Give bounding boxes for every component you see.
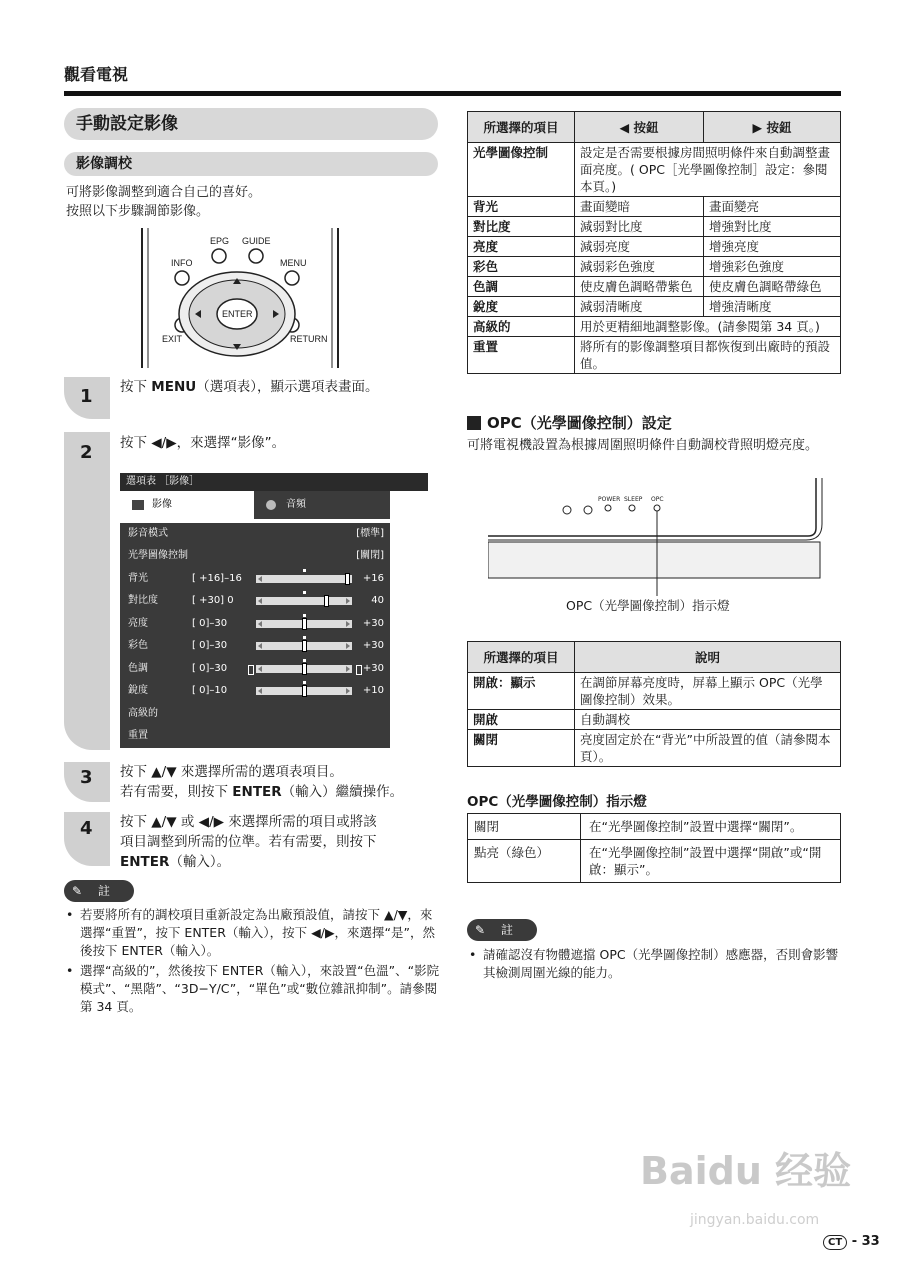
step-3-key: ENTER [232, 784, 282, 800]
step-number: 3 [80, 767, 93, 788]
row-value: 40 [371, 595, 384, 606]
left-arrow-icon [258, 688, 262, 694]
slider-knob[interactable] [324, 595, 329, 607]
slider-track[interactable] [256, 642, 352, 650]
step-4-text [120, 812, 377, 872]
step-3-line: 按下 ▲/▼ 來選擇所需的選項表項目。 [120, 764, 343, 780]
cell-item: 對比度 [468, 217, 575, 237]
right-arrow-icon [346, 688, 350, 694]
row-label: 高級的 [128, 708, 158, 719]
footer-dash: - [851, 1234, 862, 1249]
center-mark [303, 659, 306, 662]
cell-desc: 用於更精細地調整影像。(請參閱第 34 頁。) [575, 317, 841, 337]
center-mark [303, 636, 306, 639]
pencil-icon: ✎ [72, 884, 83, 898]
row-value: [關閉] [356, 550, 384, 561]
menu-row[interactable] [128, 568, 386, 590]
watermark-url: jingyan.baidu.com [690, 1212, 820, 1228]
left-arrow-icon [258, 666, 262, 672]
row-range: [ 0]–30 [192, 663, 228, 674]
slider-knob[interactable] [302, 640, 307, 652]
note-tag-right [467, 919, 537, 941]
center-mark [303, 591, 306, 594]
menu-row[interactable] [128, 635, 386, 657]
row-label: 銳度 [128, 685, 148, 696]
cell-right: 增強彩色強度 [704, 257, 841, 277]
menu-row[interactable] [128, 725, 386, 747]
left-arrow-icon [258, 576, 262, 582]
slider-knob[interactable] [302, 685, 307, 697]
menu-row[interactable] [128, 523, 386, 545]
cell-desc: 在“光學圖像控制”設置中選擇“關閉”。 [581, 814, 841, 840]
page-footer [823, 1234, 880, 1250]
table-row [468, 840, 841, 883]
return-label: RETURN [290, 334, 328, 344]
page-title: 手動設定影像 [64, 108, 438, 140]
left-arrow-icon [258, 598, 262, 604]
slider-knob[interactable] [345, 573, 350, 585]
step-4-post: （輸入）。 [169, 854, 231, 870]
step-1-pre: 按下 [120, 379, 152, 395]
opc-label: OPC [651, 496, 664, 503]
slider-track[interactable] [256, 620, 352, 628]
row-value: +30 [362, 640, 384, 651]
epg-label: EPG [210, 236, 230, 246]
step-3-pre: 若有需要，則按下 [120, 784, 233, 800]
row-range: [ +16]–16 [192, 573, 242, 584]
cell-desc: 亮度固定於在“背光”中所設置的值（請參閱本頁）。 [575, 730, 841, 767]
pencil-icon: ✎ [475, 923, 486, 937]
indicator-table [467, 813, 841, 883]
table-row [468, 317, 841, 337]
cell-item: 背光 [468, 197, 575, 217]
note-bullet: • 請確認沒有物體遮擋 OPC（光學圖像控制）感應器，否則會影響其檢測周圍光線的能力。 [467, 946, 843, 982]
slider-track[interactable] [256, 575, 352, 583]
table-row [468, 143, 841, 197]
slider-track[interactable] [256, 665, 352, 673]
right-arrow-icon [346, 598, 350, 604]
note-bullet: • 選擇“高級的”，然後按下 ENTER（輸入），來設置“色溫”、“影院模式”、“黑階”、“3D−Y/C”，“單色”或“數位雜訊抑制”。請參閱第 34 頁。 [64, 962, 440, 1016]
cell-item: 關閉 [468, 730, 575, 767]
color-right-marker [356, 665, 362, 675]
notes-right [467, 946, 843, 984]
table-row [468, 237, 841, 257]
row-value: [標準] [356, 528, 384, 539]
indicator-title: OPC（光學圖像控制）指示燈 [467, 794, 647, 810]
note-label: 註 [501, 923, 514, 937]
table-row [468, 814, 841, 840]
button-function-table [467, 111, 841, 374]
col-header: 說明 [575, 642, 841, 673]
note-label: 註 [98, 884, 111, 898]
row-label: 亮度 [128, 618, 148, 629]
cell-desc: 自動調校 [575, 710, 841, 730]
menu-body [120, 523, 390, 748]
cell-right: 增強清晰度 [704, 297, 841, 317]
slider-knob[interactable] [302, 618, 307, 630]
exit-label: EXIT [162, 334, 183, 344]
step-number: 4 [80, 818, 93, 839]
row-range: [ 0]–10 [192, 685, 228, 696]
opc-indicator-caption: OPC（光學圖像控制）指示燈 [566, 598, 730, 613]
speaker-icon [266, 500, 276, 510]
table-row [468, 197, 841, 217]
table-row [468, 297, 841, 317]
table-row [468, 257, 841, 277]
cell-right: 畫面變亮 [704, 197, 841, 217]
right-arrow-icon [346, 621, 350, 627]
row-range: [ +30] 0 [192, 595, 234, 606]
left-arrow-icon [258, 621, 262, 627]
cell-left: 減弱亮度 [575, 237, 704, 257]
note-tag-left [64, 880, 134, 902]
step-3-badge [64, 762, 110, 802]
square-icon [467, 416, 481, 430]
row-range: [ 0]–30 [192, 618, 228, 629]
cell-desc: 在調節屏幕亮度時，屏幕上顯示 OPC（光學圖像控制）效果。 [575, 673, 841, 710]
tab-picture[interactable] [120, 491, 254, 519]
cell-item: 色調 [468, 277, 575, 297]
remote-illustration [140, 228, 340, 368]
step-2-badge [64, 432, 110, 750]
section-title: 觀看電視 [64, 65, 129, 84]
info-label: INFO [171, 258, 193, 268]
cell-item: 重置 [468, 337, 575, 374]
table-row [468, 337, 841, 374]
step-number: 1 [80, 386, 93, 407]
opc-description: 可將電視機設置為根據周圍照明條件自動調校背照明燈亮度。 [467, 438, 819, 453]
col-header: ▶ 按鈕 [704, 112, 841, 143]
opc-setting-table [467, 641, 841, 767]
col-header: 所選擇的項目 [468, 642, 575, 673]
table-row [468, 730, 841, 767]
cell-right: 增強亮度 [704, 237, 841, 257]
guide-label: GUIDE [242, 236, 271, 246]
row-label: 背光 [128, 573, 148, 584]
cell-left: 畫面變暗 [575, 197, 704, 217]
step-1-post: （選項表），顯示選項表畫面。 [196, 379, 379, 395]
step-3-text [120, 762, 403, 802]
left-arrow-icon [258, 643, 262, 649]
step-1-badge [64, 377, 110, 419]
cell-item: 開啟 [468, 710, 575, 730]
slider-knob[interactable] [302, 663, 307, 675]
sleep-label: SLEEP [624, 496, 643, 503]
cell-item: 彩色 [468, 257, 575, 277]
cell-left: 減弱對比度 [575, 217, 704, 237]
menu-row[interactable] [128, 703, 386, 725]
power-label: POWER [598, 496, 621, 503]
cell-desc: 將所有的影像調整項目都恢復到出廠時的預設值。 [575, 337, 841, 374]
step-3-line2 [120, 782, 403, 802]
step-4-line: 按下 ▲/▼ 或 ◀/▶ 來選擇所需的項目或將該 [120, 814, 377, 830]
menu-row[interactable] [128, 658, 386, 680]
osd-menu [120, 473, 428, 748]
sub-title: 影像調校 [64, 152, 438, 176]
remote-graphic [140, 228, 340, 368]
center-mark [303, 681, 306, 684]
step-2-text: 按下 ◀/▶，來選擇“影像”。 [120, 435, 286, 451]
col-header: ◀ 按鈕 [575, 112, 704, 143]
row-value: +16 [362, 573, 384, 584]
cell-item: 開啟：顯示 [468, 673, 575, 710]
row-range: [ 0]–30 [192, 640, 228, 651]
step-1-text [120, 377, 378, 397]
menu-tabs [120, 491, 390, 519]
intro-text [66, 183, 261, 221]
right-arrow-icon [346, 643, 350, 649]
menu-row[interactable] [128, 590, 386, 612]
cell-left: 減弱彩色強度 [575, 257, 704, 277]
cell-right: 增強對比度 [704, 217, 841, 237]
cell-item: 高級的 [468, 317, 575, 337]
opc-heading [467, 412, 672, 433]
cell-item: 亮度 [468, 237, 575, 257]
row-label: 對比度 [128, 595, 158, 606]
tab-audio[interactable] [254, 491, 390, 519]
cell-item: 銳度 [468, 297, 575, 317]
center-mark [303, 614, 306, 617]
row-label: 光學圖像控制 [128, 550, 188, 561]
tab-picture-label: 影像 [152, 499, 172, 510]
page-number: 33 [861, 1234, 880, 1249]
step-number: 2 [80, 442, 93, 463]
step-4-line: 項目調整到所需的位準。若有需要，則按下 [120, 834, 377, 850]
tab-audio-label: 音頻 [286, 499, 306, 510]
cell-item: 光學圖像控制 [468, 143, 575, 197]
row-value: +30 [362, 618, 384, 629]
intro-line: 按照以下步驟調節影像。 [66, 204, 210, 219]
center-mark [303, 569, 306, 572]
menu-title: 選項表 ［影像］ [120, 473, 428, 491]
row-label: 色調 [128, 663, 148, 674]
row-label: 影音模式 [128, 528, 168, 539]
slider-track[interactable] [256, 687, 352, 695]
opc-heading-text: OPC（光學圖像控制）設定 [487, 414, 672, 432]
table-row [468, 217, 841, 237]
menu-label: MENU [280, 258, 307, 268]
menu-row[interactable] [128, 613, 386, 635]
menu-row[interactable] [128, 680, 386, 702]
enter-label: ENTER [222, 309, 253, 319]
header-rule [64, 91, 841, 96]
color-left-marker [248, 665, 254, 675]
cell-state: 點亮（綠色） [468, 840, 581, 883]
cell-desc: 在“光學圖像控制”設置中選擇“開啟”或“開啟：顯示”。 [581, 840, 841, 883]
cell-state: 關閉 [468, 814, 581, 840]
row-value: +30 [362, 663, 384, 674]
picture-icon [132, 500, 144, 510]
right-arrow-icon [346, 666, 350, 672]
step-3-post: （輸入）繼續操作。 [281, 784, 404, 800]
note-bullet: • 若要將所有的調校項目重新設定為出廠預設值，請按下 ▲/▼，來選擇“重置”，按下 ENTER（輸入），按下 ◀/▶，來選擇“是”，然後按下 ENTER（輸入）。 [64, 906, 440, 960]
step-4-badge [64, 812, 110, 866]
menu-row[interactable] [128, 545, 386, 567]
notes-left [64, 906, 440, 1018]
row-value: +10 [362, 685, 384, 696]
step-4-line3 [120, 852, 377, 872]
cell-desc: 設定是否需要根據房間照明條件來自動調整畫面亮度。( OPC［光學圖像控制］設定：參閱本頁。) [575, 143, 841, 197]
table-row [468, 710, 841, 730]
table-row [468, 277, 841, 297]
row-label: 彩色 [128, 640, 148, 651]
slider-track[interactable] [256, 597, 352, 605]
col-header: 所選擇的項目 [468, 112, 575, 143]
cell-left: 使皮膚色調略帶紫色 [575, 277, 704, 297]
cell-left: 減弱清晰度 [575, 297, 704, 317]
step-4-key: ENTER [120, 854, 170, 870]
table-row [468, 673, 841, 710]
intro-line: 可將影像調整到適合自己的喜好。 [66, 185, 262, 200]
region-badge: CT [823, 1235, 847, 1250]
watermark-logo: Baidu 经验 [640, 1149, 852, 1193]
step-1-key: MENU [151, 379, 197, 395]
cell-right: 使皮膚色調略帶綠色 [704, 277, 841, 297]
row-label: 重置 [128, 730, 148, 741]
